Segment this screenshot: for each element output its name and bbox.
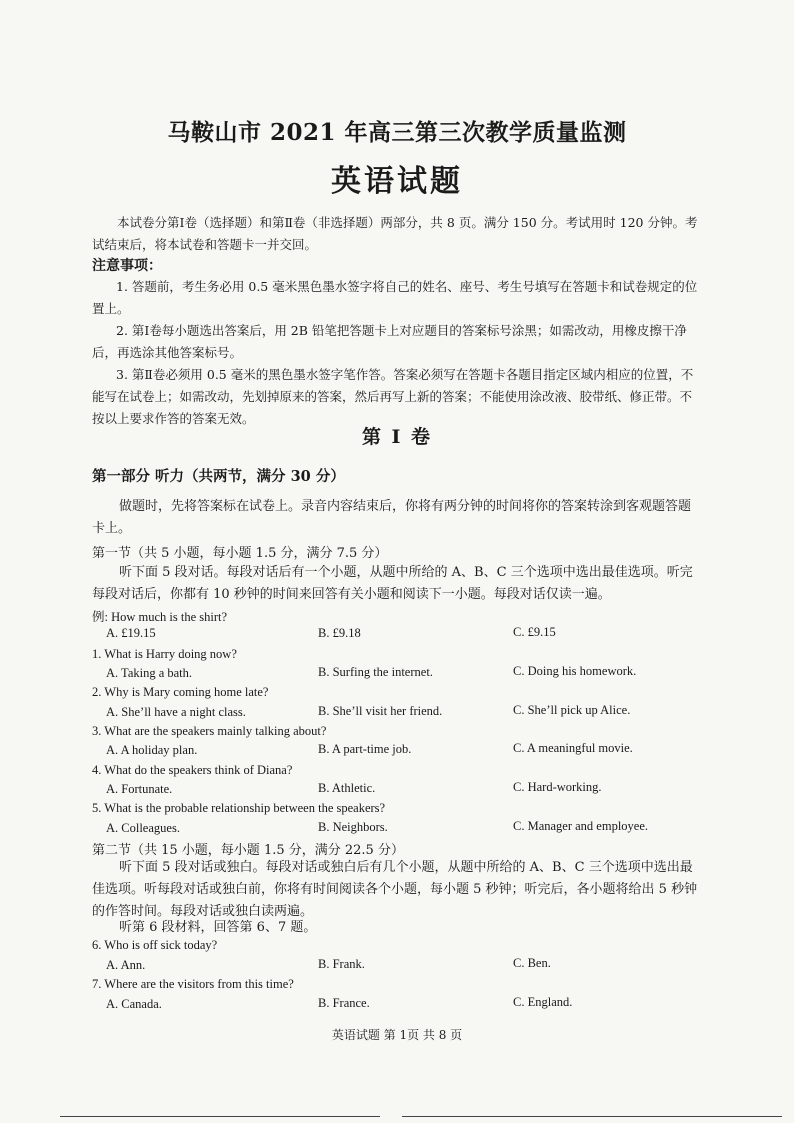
question-6-option-a: A. Ann.: [106, 958, 146, 972]
example-option-c: C. £9.15: [513, 625, 556, 639]
section2-material: 听第 6 段材料，回答第 6、7 题。: [119, 920, 317, 935]
intro-paragraph: 本试卷分第Ⅰ卷（选择题）和第Ⅱ卷（非选择题）两部分，共 8 页。满分 150 分。考试用时 120 分钟。考试结束后，将本试卷和答题卡一并交回。: [92, 215, 698, 252]
question-2-option-b: B. She’ll visit her friend.: [318, 704, 443, 718]
question-5: 5. What is the probable relationship between the speakers?: [92, 801, 386, 815]
question-5-option-a: A. Colleagues.: [106, 821, 180, 835]
question-7-option-c: C. England.: [513, 995, 573, 1009]
question-7: 7. Where are the visitors from this time?: [92, 977, 294, 991]
question-4-option-c: C. Hard-working.: [513, 780, 602, 794]
question-2: 2. Why is Mary coming home late?: [92, 685, 269, 699]
question-4-option-a: A. Fortunate.: [106, 782, 173, 796]
notice-item-3: 3. 第Ⅱ卷必须用 0.5 毫米的黑色墨水签字笔作答。答案必须写在答题卡各题目指定区域内相应的位置，不能写在试卷上；如需改动，先划掉原来的答案，然后再写上新的答案；不能使用涂改液、胶带纸、修正带。不按以上要求作答的答案无效。: [92, 367, 694, 426]
question-2-option-a: A. She’ll have a night class.: [106, 705, 246, 719]
question-3-option-c: C. A meaningful movie.: [513, 741, 633, 755]
example-option-b: B. £9.18: [318, 626, 361, 640]
section1-instruction: 听下面 5 段对话。每段对话后有一个小题，从题中所给的 A、B、C 三个选项中选出最佳选项。听完每段对话后，你都有 10 秒钟的时间来回答有关小题和阅读下一小题。每段对话仅读一遍。: [92, 565, 693, 602]
question-6-option-b: B. Frank.: [318, 957, 365, 971]
question-5-option-c: C. Manager and employee.: [513, 819, 649, 833]
notice-item-1: 1. 答题前，考生务必用 0.5 毫米黑色墨水签字将自己的姓名、座号、考生号填写在答题卡和试卷规定的位置上。: [92, 279, 698, 316]
page-footer: 英语试题 第 1页 共 8 页: [331, 1028, 463, 1042]
question-6-option-c: C. Ben.: [513, 956, 551, 970]
question-1-option-b: B. Surfing the internet.: [318, 665, 433, 679]
part1-instruction: 做题时，先将答案标在试卷上。录音内容结束后，你将有两分钟的时间将你的答案转涂到客观题答题卡上。: [92, 499, 692, 536]
section1-heading: 第一节（共 5 小题，每小题 1.5 分，满分 7.5 分）: [92, 546, 388, 561]
question-3-option-b: B. A part-time job.: [318, 742, 412, 756]
question-2-option-c: C. She’ll pick up Alice.: [513, 703, 631, 717]
question-3-option-a: A. A holiday plan.: [106, 743, 198, 757]
exam-title: 马鞍山市 2021 年高三第三次教学质量监测: [167, 119, 627, 146]
question-5-option-b: B. Neighbors.: [318, 820, 388, 834]
question-4-option-b: B. Athletic.: [318, 781, 376, 795]
bottom-rule-left: [60, 1116, 380, 1117]
question-1-option-a: A. Taking a bath.: [106, 666, 193, 680]
bottom-rule-right: [402, 1116, 782, 1117]
question-3: 3. What are the speakers mainly talking about?: [92, 724, 327, 738]
question-1: 1. What is Harry doing now?: [92, 647, 237, 661]
question-7-option-b: B. France.: [318, 996, 370, 1010]
notice-heading: 注意事项：: [92, 258, 162, 274]
question-7-option-a: A. Canada.: [106, 997, 162, 1011]
section2-instruction: 听下面 5 段对话或独白。每段对话或独白后有几个小题，从题中所给的 A、B、C 三个选项中选出最佳选项。听每段对话或独白前，你将有时间阅读各个小题，每小题 5 秒钟；听完后，各小题将给出 5 秒钟的作答时间。每段对话或独白读两遍。: [92, 860, 698, 919]
question-1-option-c: C. Doing his homework.: [513, 664, 637, 678]
example-option-a: A. £19.15: [106, 626, 156, 640]
subject-title: 英语试题: [331, 164, 463, 199]
example-question: 例: How much is the shirt?: [92, 610, 228, 624]
question-6: 6. Who is off sick today?: [92, 938, 218, 952]
part1-heading: 第一部分 听力（共两节，满分 30 分）: [92, 468, 345, 485]
volume-title: 第 I 卷: [361, 426, 433, 448]
notice-item-2: 2. 第Ⅰ卷每小题选出答案后，用 2B 铅笔把答题卡上对应题目的答案标号涂黑；如需改动，用橡皮擦干净后，再选涂其他答案标号。: [92, 323, 687, 360]
question-4: 4. What do the speakers think of Diana?: [92, 763, 293, 777]
section2-heading: 第二节（共 15 小题，每小题 1.5 分，满分 22.5 分）: [92, 843, 404, 858]
